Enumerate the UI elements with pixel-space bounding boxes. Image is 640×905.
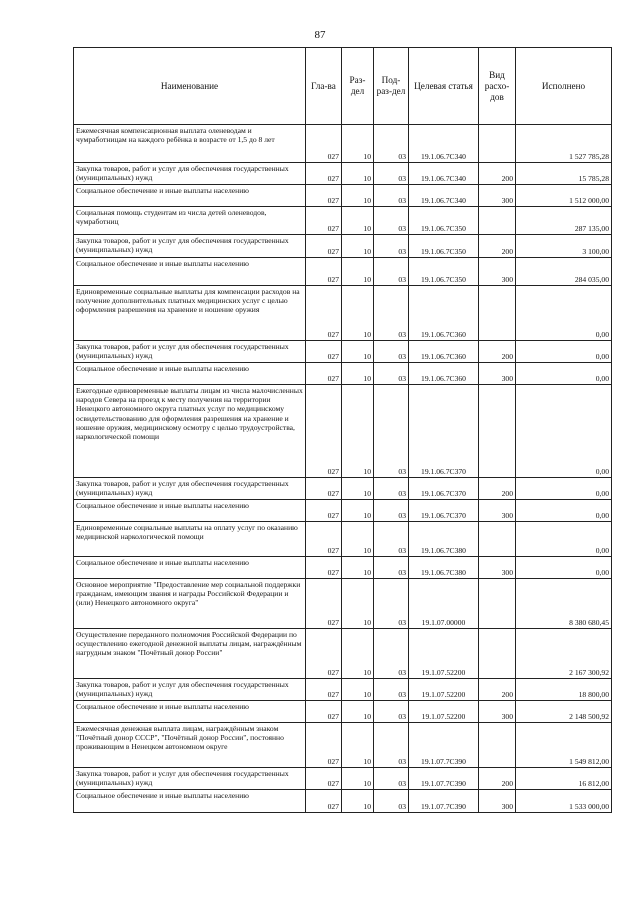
cell-amount: 2 167 300,92	[516, 629, 612, 679]
cell-razdel: 10	[342, 790, 374, 813]
cell-target: 19.1.07.52200	[409, 679, 479, 701]
table-row	[74, 185, 612, 207]
table-row	[74, 768, 612, 790]
cell-target: 19.1.06.7С360	[409, 363, 479, 385]
table-row	[74, 363, 612, 385]
cell-target: 19.1.06.7С350	[409, 235, 479, 258]
header-target: Целевая статья	[409, 48, 479, 125]
header-podrazdel: Под-раз-дел	[374, 48, 409, 125]
cell-razdel: 10	[342, 286, 374, 341]
cell-razdel: 10	[342, 163, 374, 185]
cell-target: 19.1.07.7С390	[409, 723, 479, 768]
cell-amount: 1 549 812,00	[516, 723, 612, 768]
cell-podrazdel: 03	[374, 286, 409, 341]
cell-name: Единовременные социальные выплаты для компенсации расходов на получение дополнительных платных медицинских услуг с целью оформления разрешения на хранение и ношение оружия	[74, 286, 306, 341]
cell-podrazdel: 03	[374, 363, 409, 385]
page-number: 87	[314, 29, 326, 41]
cell-podrazdel: 03	[374, 723, 409, 768]
cell-podrazdel: 03	[374, 125, 409, 163]
cell-razdel: 10	[342, 235, 374, 258]
cell-name: Закупка товаров, работ и услуг для обеспечения государственных (муниципальных) нужд	[74, 163, 306, 185]
header-done: Исполнено	[516, 48, 612, 125]
cell-razdel: 10	[342, 185, 374, 207]
cell-razdel: 10	[342, 679, 374, 701]
cell-glava: 027	[306, 500, 342, 522]
cell-podrazdel: 03	[374, 500, 409, 522]
cell-razdel: 10	[342, 629, 374, 679]
cell-amount: 18 800,00	[516, 679, 612, 701]
cell-amount: 0,00	[516, 500, 612, 522]
table-row	[74, 163, 612, 185]
cell-vid: 300	[479, 363, 516, 385]
cell-vid: 200	[479, 341, 516, 363]
cell-name: Основное мероприятие "Предоставление мер социальной поддержки гражданам, имеющим звания и награды Российской Федерации и (или) Ненецкого автономного округа"	[74, 579, 306, 629]
cell-vid: 300	[479, 185, 516, 207]
cell-name: Социальная помощь студентам из числа детей оленеводов, чумработниц	[74, 207, 306, 235]
cell-razdel: 10	[342, 522, 374, 557]
cell-target: 19.1.07.00000	[409, 579, 479, 629]
cell-name: Закупка товаров, работ и услуг для обеспечения государственных (муниципальных) нужд	[74, 768, 306, 790]
cell-amount: 0,00	[516, 385, 612, 478]
table-row	[74, 579, 612, 629]
cell-target: 19.1.06.7С340	[409, 185, 479, 207]
cell-vid	[479, 629, 516, 679]
cell-target: 19.1.06.7С380	[409, 522, 479, 557]
table-row	[74, 679, 612, 701]
cell-target: 19.1.06.7С360	[409, 341, 479, 363]
cell-amount: 0,00	[516, 341, 612, 363]
table-row	[74, 701, 612, 723]
cell-target: 19.1.07.7С390	[409, 768, 479, 790]
cell-name: Ежемесячная компенсационная выплата оленеводам и чумработницам на каждого ребёнка в возрасте от 1,5 до 8 лет	[74, 125, 306, 163]
cell-amount: 15 785,28	[516, 163, 612, 185]
cell-vid: 200	[479, 478, 516, 500]
cell-amount: 0,00	[516, 522, 612, 557]
cell-vid: 300	[479, 790, 516, 813]
cell-razdel: 10	[342, 768, 374, 790]
cell-glava: 027	[306, 385, 342, 478]
cell-glava: 027	[306, 768, 342, 790]
cell-glava: 027	[306, 579, 342, 629]
cell-name: Осуществление переданного полномочия Российской Федерации по осуществлению ежегодной денежной выплаты лицам, награждённым нагрудным знаком "Почётный донор России"	[74, 629, 306, 679]
cell-amount: 284 035,00	[516, 258, 612, 286]
cell-name: Закупка товаров, работ и услуг для обеспечения государственных (муниципальных) нужд	[74, 478, 306, 500]
cell-razdel: 10	[342, 207, 374, 235]
cell-amount: 0,00	[516, 478, 612, 500]
header-razdel: Раз-дел	[342, 48, 374, 125]
cell-podrazdel: 03	[374, 679, 409, 701]
cell-vid: 300	[479, 557, 516, 579]
cell-name: Социальное обеспечение и иные выплаты населению	[74, 701, 306, 723]
cell-podrazdel: 03	[374, 522, 409, 557]
cell-podrazdel: 03	[374, 768, 409, 790]
cell-vid: 300	[479, 258, 516, 286]
table-row	[74, 385, 612, 478]
cell-podrazdel: 03	[374, 701, 409, 723]
cell-target: 19.1.06.7С380	[409, 557, 479, 579]
cell-name: Ежемесячная денежная выплата лицам, награждённым знаком "Почётный донор СССР", "Почётный донор России", постоянно проживающим в Ненецком автономном округе	[74, 723, 306, 768]
table-row	[74, 522, 612, 557]
cell-glava: 027	[306, 185, 342, 207]
cell-vid	[479, 207, 516, 235]
cell-amount: 3 100,00	[516, 235, 612, 258]
cell-razdel: 10	[342, 701, 374, 723]
cell-name: Социальное обеспечение и иные выплаты населению	[74, 258, 306, 286]
cell-razdel: 10	[342, 385, 374, 478]
cell-amount: 1 533 000,00	[516, 790, 612, 813]
cell-glava: 027	[306, 723, 342, 768]
table-row	[74, 207, 612, 235]
cell-razdel: 10	[342, 579, 374, 629]
cell-glava: 027	[306, 235, 342, 258]
cell-target: 19.1.06.7С340	[409, 125, 479, 163]
cell-podrazdel: 03	[374, 579, 409, 629]
cell-name: Социальное обеспечение и иные выплаты населению	[74, 790, 306, 813]
cell-vid	[479, 579, 516, 629]
cell-glava: 027	[306, 125, 342, 163]
header-vid: Вид расхо-дов	[479, 48, 516, 125]
cell-vid: 200	[479, 163, 516, 185]
table-row	[74, 235, 612, 258]
table-row	[74, 500, 612, 522]
cell-name: Социальное обеспечение и иные выплаты населению	[74, 185, 306, 207]
table-row	[74, 258, 612, 286]
table-row	[74, 341, 612, 363]
cell-razdel: 10	[342, 500, 374, 522]
cell-podrazdel: 03	[374, 185, 409, 207]
table-row	[74, 723, 612, 768]
cell-glava: 027	[306, 286, 342, 341]
cell-target: 19.1.06.7С350	[409, 258, 479, 286]
header-name: Наименование	[74, 48, 306, 125]
cell-target: 19.1.06.7С360	[409, 286, 479, 341]
cell-amount: 8 380 680,45	[516, 579, 612, 629]
cell-vid	[479, 723, 516, 768]
cell-vid: 300	[479, 500, 516, 522]
cell-vid	[479, 385, 516, 478]
table-row	[74, 557, 612, 579]
table-row	[74, 790, 612, 813]
cell-target: 19.1.06.7С340	[409, 163, 479, 185]
cell-name: Социальное обеспечение и иные выплаты населению	[74, 363, 306, 385]
cell-name: Единовременные социальные выплаты на оплату услуг по оказанию медицинской наркологической помощи	[74, 522, 306, 557]
cell-podrazdel: 03	[374, 258, 409, 286]
cell-target: 19.1.06.7С370	[409, 478, 479, 500]
cell-target: 19.1.07.52200	[409, 701, 479, 723]
cell-glava: 027	[306, 557, 342, 579]
cell-glava: 027	[306, 341, 342, 363]
cell-name: Закупка товаров, работ и услуг для обеспечения государственных (муниципальных) нужд	[74, 235, 306, 258]
cell-podrazdel: 03	[374, 207, 409, 235]
cell-amount: 1 512 000,00	[516, 185, 612, 207]
cell-vid	[479, 286, 516, 341]
table-header-row	[74, 48, 612, 125]
cell-glava: 027	[306, 258, 342, 286]
cell-podrazdel: 03	[374, 790, 409, 813]
cell-glava: 027	[306, 522, 342, 557]
cell-glava: 027	[306, 363, 342, 385]
cell-glava: 027	[306, 629, 342, 679]
cell-vid	[479, 125, 516, 163]
cell-name: Социальное обеспечение и иные выплаты населению	[74, 500, 306, 522]
cell-razdel: 10	[342, 723, 374, 768]
cell-target: 19.1.06.7С350	[409, 207, 479, 235]
cell-vid: 200	[479, 235, 516, 258]
header-glava: Гла-ва	[306, 48, 342, 125]
cell-podrazdel: 03	[374, 163, 409, 185]
table-row	[74, 478, 612, 500]
cell-name: Закупка товаров, работ и услуг для обеспечения государственных (муниципальных) нужд	[74, 341, 306, 363]
cell-razdel: 10	[342, 258, 374, 286]
cell-vid: 200	[479, 679, 516, 701]
cell-podrazdel: 03	[374, 341, 409, 363]
table-row	[74, 286, 612, 341]
cell-name: Закупка товаров, работ и услуг для обеспечения государственных (муниципальных) нужд	[74, 679, 306, 701]
cell-target: 19.1.07.7С390	[409, 790, 479, 813]
table-row	[74, 125, 612, 163]
cell-amount: 1 527 785,28	[516, 125, 612, 163]
cell-razdel: 10	[342, 557, 374, 579]
cell-glava: 027	[306, 478, 342, 500]
cell-glava: 027	[306, 790, 342, 813]
budget-table	[73, 47, 612, 813]
cell-razdel: 10	[342, 363, 374, 385]
cell-podrazdel: 03	[374, 478, 409, 500]
cell-amount: 287 135,00	[516, 207, 612, 235]
cell-razdel: 10	[342, 478, 374, 500]
cell-target: 19.1.06.7С370	[409, 500, 479, 522]
cell-glava: 027	[306, 163, 342, 185]
cell-vid	[479, 522, 516, 557]
cell-amount: 0,00	[516, 286, 612, 341]
cell-vid: 300	[479, 701, 516, 723]
cell-razdel: 10	[342, 341, 374, 363]
cell-podrazdel: 03	[374, 385, 409, 478]
cell-target: 19.1.06.7С370	[409, 385, 479, 478]
cell-vid: 200	[479, 768, 516, 790]
cell-amount: 0,00	[516, 557, 612, 579]
cell-glava: 027	[306, 701, 342, 723]
cell-target: 19.1.07.52200	[409, 629, 479, 679]
cell-podrazdel: 03	[374, 629, 409, 679]
cell-podrazdel: 03	[374, 557, 409, 579]
cell-amount: 0,00	[516, 363, 612, 385]
cell-amount: 2 148 500,92	[516, 701, 612, 723]
cell-name: Социальное обеспечение и иные выплаты населению	[74, 557, 306, 579]
cell-glava: 027	[306, 207, 342, 235]
cell-podrazdel: 03	[374, 235, 409, 258]
cell-glava: 027	[306, 679, 342, 701]
cell-name: Ежегодные единовременные выплаты лицам из числа малочисленных народов Севера на проезд к месту получения на территории Ненецкого автономного округа платных услуг по медицинскому освидетельствованию для оформления разрешения на хранение и ношение оружия, медицинскому осмотру с целью трудоустройства, наркологической помощи	[74, 385, 306, 478]
cell-razdel: 10	[342, 125, 374, 163]
cell-amount: 16 812,00	[516, 768, 612, 790]
table-row	[74, 629, 612, 679]
